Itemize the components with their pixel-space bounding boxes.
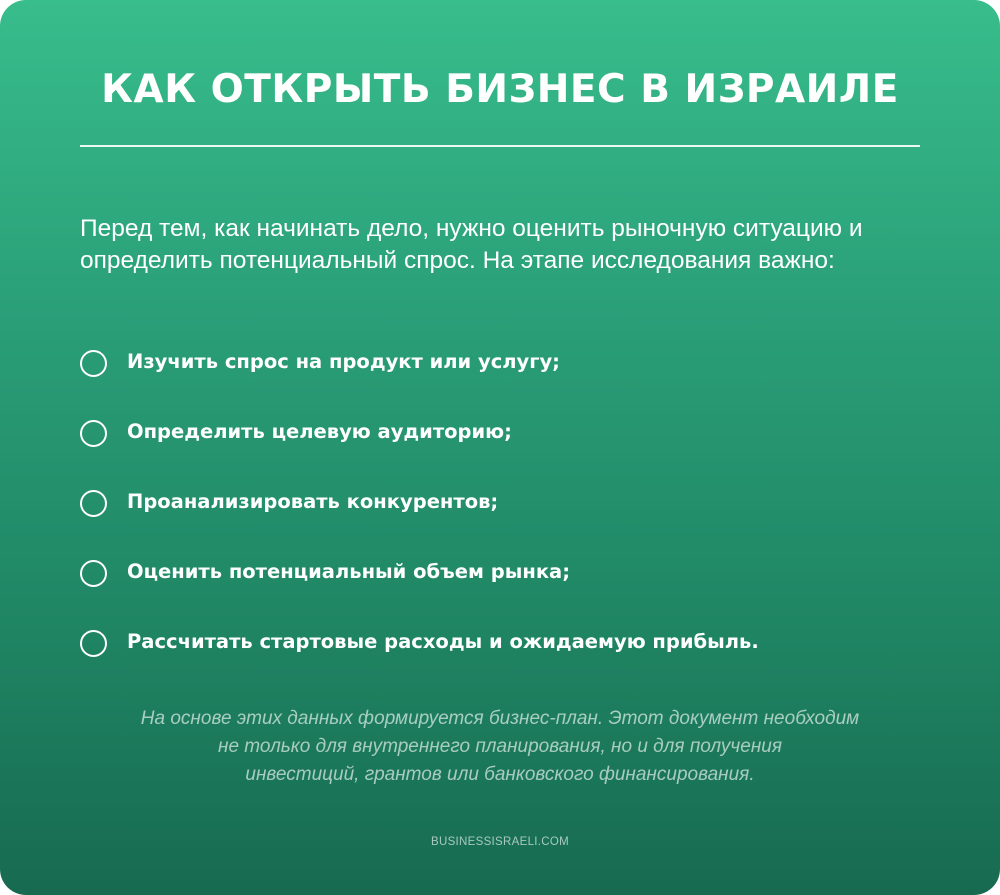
list-item [80, 626, 940, 696]
page-title: КАК ОТКРЫТЬ БИЗНЕС В ИЗРАИЛЕ [101, 67, 899, 112]
list-item-label: Изучить спрос на продукт или услугу; [127, 350, 560, 373]
list-item [80, 486, 940, 556]
list-item-label: Определить целевую аудиторию; [127, 420, 512, 443]
circle-icon [80, 350, 107, 377]
list-item-label: Оценить потенциальный объем рынка; [127, 560, 571, 583]
footnote-line-2: не только для внутреннего планирования, но и для получения [218, 736, 782, 757]
list-item-label: Проанализировать конкурентов; [127, 490, 499, 513]
circle-icon [80, 420, 107, 447]
intro-paragraph: Перед тем, как начинать дело, нужно оценить рыночную ситуацию и определить потенциальный спрос. На этапе исследования важно: [80, 215, 863, 274]
circle-icon [80, 490, 107, 517]
footnote-line-1: На основе этих данных формируется бизнес-план. Этот документ необходим [140, 708, 860, 729]
list-item [80, 556, 940, 626]
website-label: BUSINESSISRAELI.COM [431, 836, 569, 848]
checklist [80, 346, 940, 696]
footnote-line-3: инвестиций, грантов или банковского финансирования. [245, 764, 755, 785]
title-divider [80, 145, 920, 147]
footnote [60, 705, 940, 789]
list-item-label: Рассчитать стартовые расходы и ожидаемую прибыль. [127, 630, 759, 653]
list-item [80, 416, 940, 486]
list-item [80, 346, 940, 416]
circle-icon [80, 630, 107, 657]
circle-icon [80, 560, 107, 587]
